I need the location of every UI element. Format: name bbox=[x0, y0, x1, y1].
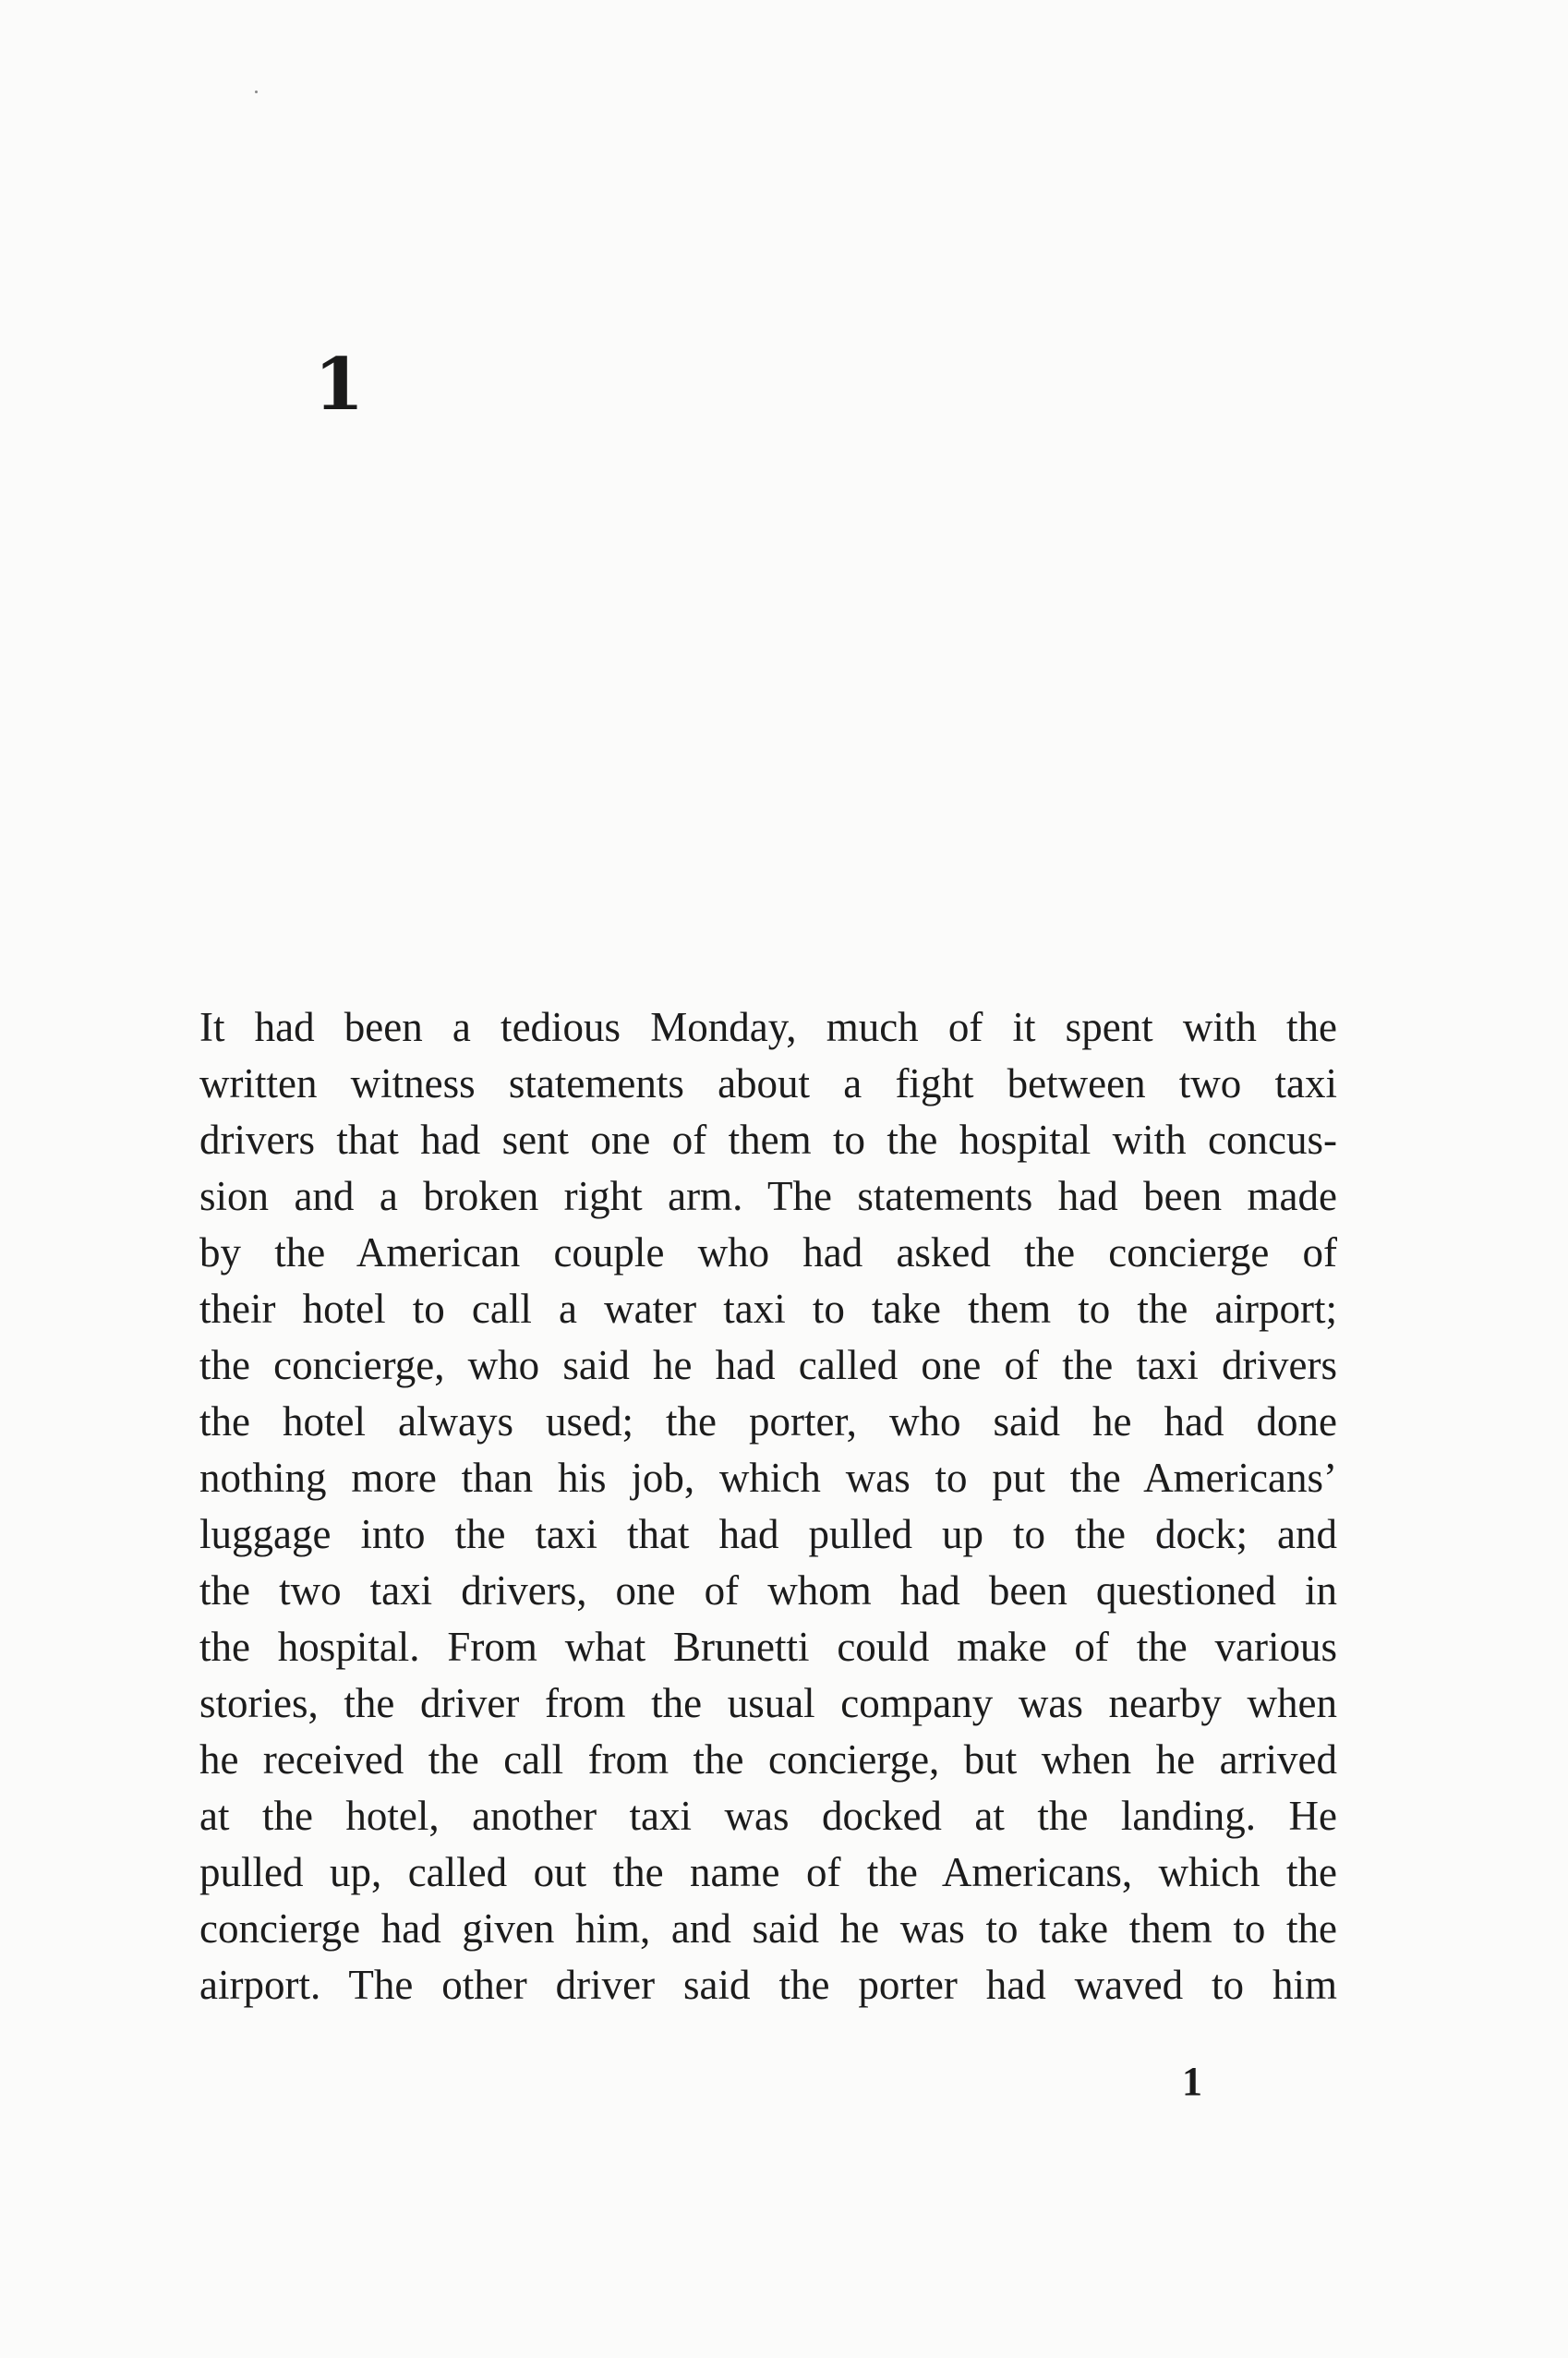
text-line: he received the call from the concierge, but when he arrived bbox=[199, 1736, 1337, 1783]
text-line: luggage into the taxi that had pulled up to the dock; and bbox=[199, 1511, 1337, 1557]
text-line: by the American couple who had asked the concierge of bbox=[199, 1229, 1337, 1276]
text-line: pulled up, called out the name of the Americans, which the bbox=[199, 1849, 1337, 1895]
text-line: stories, the driver from the usual company was nearby when bbox=[199, 1680, 1337, 1726]
paper-speck bbox=[255, 91, 258, 93]
chapter-number: 1 bbox=[314, 343, 365, 427]
text-line: sion and a broken right arm. The statements had been made bbox=[199, 1173, 1337, 1219]
text-line: written witness statements about a fight between two taxi bbox=[199, 1060, 1337, 1106]
text-line: nothing more than his job, which was to put the Americans’ bbox=[199, 1455, 1337, 1501]
text-line: the two taxi drivers, one of whom had been questioned in bbox=[199, 1567, 1337, 1614]
text-line: airport. The other driver said the porter had waved to him bbox=[199, 1962, 1337, 2008]
text-line: the hotel always used; the porter, who said he had done bbox=[199, 1398, 1337, 1445]
text-line: the hospital. From what Brunetti could make of the various bbox=[199, 1624, 1337, 1670]
chapter-body-text bbox=[199, 999, 1337, 2013]
page-number: 1 bbox=[1182, 2059, 1202, 2104]
text-line: at the hotel, another taxi was docked at the landing. He bbox=[199, 1793, 1337, 1839]
text-line: concierge had given him, and said he was to take them to the bbox=[199, 1905, 1337, 1952]
text-line: their hotel to call a water taxi to take them to the airport; bbox=[199, 1286, 1337, 1332]
text-line: drivers that had sent one of them to the hospital with concus- bbox=[199, 1117, 1337, 1163]
text-line: the concierge, who said he had called one of the taxi drivers bbox=[199, 1342, 1337, 1388]
text-line: It had been a tedious Monday, much of it spent with the bbox=[199, 1004, 1337, 1050]
